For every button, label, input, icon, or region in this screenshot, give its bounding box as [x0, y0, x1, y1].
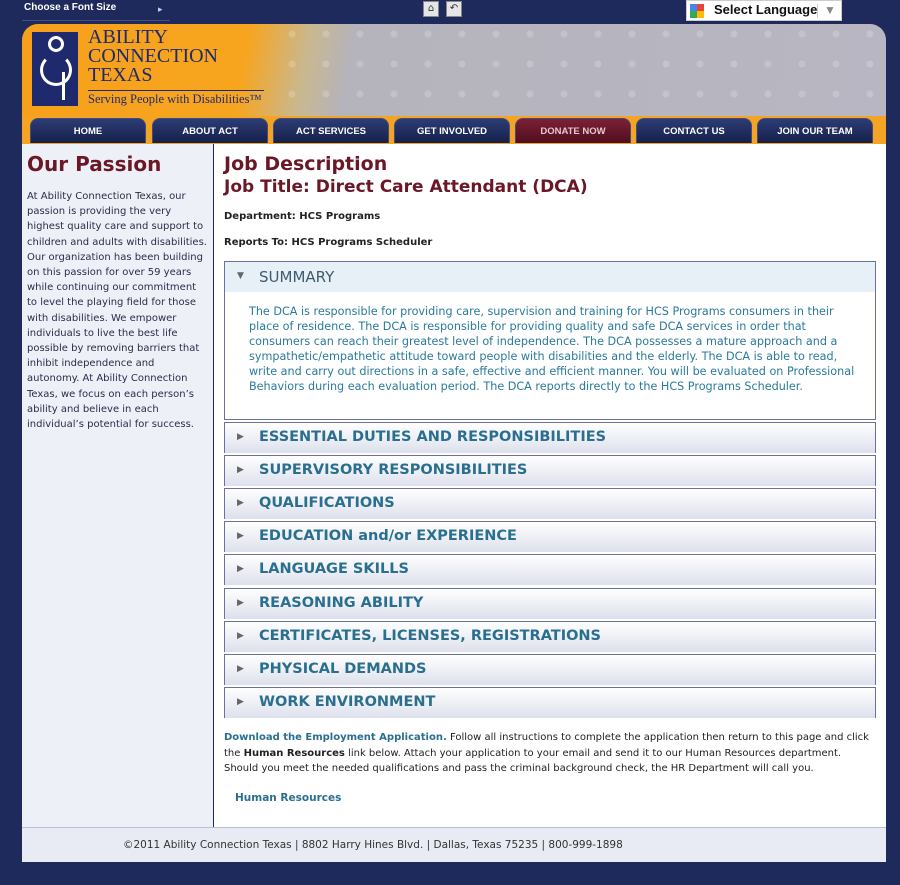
caret-right-icon: ▶ — [237, 564, 244, 574]
nav-about[interactable]: ABOUT ACT — [152, 118, 268, 143]
instruction-text: link below. Attach your application to your email and send it to our Human Resources department. Should you meet the needed qualifications and pass the criminal background check, the HR Department will call you. — [224, 747, 842, 774]
footer-text: ©2011 Ability Connection Texas | 8802 Harry Hines Blvd. | Dallas, Texas 75235 | 800-999-1898 — [123, 839, 623, 851]
accordion-education[interactable] — [224, 521, 876, 552]
caret-down-icon: ▼ — [237, 271, 244, 281]
font-size-selector[interactable]: Choose a Font Size — [24, 2, 117, 13]
divider — [817, 4, 818, 18]
accordion-title: SUMMARY — [259, 268, 335, 286]
wheelchair-pattern — [282, 24, 886, 116]
google-icon — [690, 4, 704, 18]
download-application-link[interactable]: Download the Employment Application. — [224, 732, 447, 743]
main-nav — [22, 116, 886, 144]
main-content — [224, 144, 876, 827]
accordion-reasoning[interactable] — [224, 588, 876, 619]
accordion-body: The DCA is responsible for providing care, supervision and training for HCS Programs consumers in their place of residence. The DCA is responsible for providing quality and safe DCA services in order that consumers can reach their greatest level of independence. The DCA possesses a mature approach and a sympathetic/empathetic attitude toward people with disabilities and the elderly. The DCA is able to read, write and carry out directions in a safe, effective and efficient manner. You will be evaluated on Professional Behaviors during each evaluation period. The DCA reports directly to the HCS Programs Scheduler. — [249, 305, 855, 393]
accordion-essential-duties[interactable] — [224, 422, 876, 453]
accordion-work-environment[interactable] — [224, 687, 876, 718]
back-icon[interactable]: ↶ — [446, 1, 462, 17]
human-resources-link[interactable]: Human Resources — [235, 792, 342, 804]
accordion-supervisory[interactable] — [224, 455, 876, 486]
caret-right-icon: ▶ — [237, 465, 244, 475]
nav-contact[interactable]: CONTACT US — [636, 118, 752, 143]
utility-bar — [0, 0, 900, 22]
reports-to: Reports To: HCS Programs Scheduler — [224, 237, 433, 248]
accordion-title: QUALIFICATIONS — [259, 495, 395, 511]
instruction-text: Follow all instructions to complete the application then return to this page and click the — [224, 732, 869, 759]
instruction-bold: Human Resources — [243, 747, 345, 759]
nav-donate[interactable]: DONATE NOW — [515, 118, 631, 143]
caret-right-icon: ▶ — [237, 498, 244, 508]
chevron-right-icon[interactable]: ▸ — [158, 5, 163, 15]
accordion-summary — [224, 261, 876, 420]
logo-text[interactable] — [88, 28, 218, 85]
logo-line: CONNECTION — [88, 45, 218, 67]
caret-right-icon: ▶ — [237, 598, 244, 608]
caret-right-icon: ▶ — [237, 664, 244, 674]
chevron-down-icon[interactable]: ▼ — [824, 3, 836, 17]
accordion-title: LANGUAGE SKILLS — [259, 561, 409, 577]
nav-home[interactable]: HOME — [30, 118, 146, 143]
site-footer — [22, 827, 886, 862]
home-icon[interactable]: ⌂ — [423, 1, 439, 17]
accordion-qualifications[interactable] — [224, 488, 876, 519]
accordion-physical[interactable] — [224, 654, 876, 685]
logo-icon[interactable] — [32, 32, 78, 106]
nav-services[interactable]: ACT SERVICES — [273, 118, 389, 143]
accordion-title: SUPERVISORY RESPONSIBILITIES — [259, 462, 528, 478]
department: Department: HCS Programs — [224, 211, 381, 222]
accordion-title: EDUCATION and/or EXPERIENCE — [259, 528, 517, 544]
logo-line: ABILITY — [88, 26, 168, 48]
caret-right-icon: ▶ — [237, 697, 244, 707]
sidebar-title: Our Passion — [27, 152, 162, 176]
accordion-title: CERTIFICATES, LICENSES, REGISTRATIONS — [259, 628, 601, 644]
content-area — [22, 144, 886, 827]
caret-right-icon: ▶ — [237, 432, 244, 442]
sidebar — [22, 144, 214, 827]
caret-right-icon: ▶ — [237, 531, 244, 541]
site-header — [22, 24, 886, 116]
language-select-label: Select Language — [714, 2, 818, 17]
caret-right-icon: ▶ — [237, 631, 244, 641]
accordion-title: REASONING ABILITY — [259, 595, 424, 611]
divider — [22, 20, 170, 21]
divider — [88, 90, 264, 91]
tagline: Serving People with Disabilities™ — [88, 92, 262, 106]
accordion-language[interactable] — [224, 554, 876, 585]
application-instructions — [224, 730, 876, 777]
accordion-certificates[interactable] — [224, 621, 876, 652]
nav-join-team[interactable]: JOIN OUR TEAM — [757, 118, 873, 143]
language-select[interactable] — [686, 0, 842, 21]
accordion-title: PHYSICAL DEMANDS — [259, 661, 427, 677]
nav-get-involved[interactable]: GET INVOLVED — [394, 118, 510, 143]
accordion-title: WORK ENVIRONMENT — [259, 694, 436, 710]
sidebar-text: At Ability Connection Texas, our passion is providing the very highest quality care and support to children and adults with disabilities. Our organization has been building on this passion for over 59 years while continuing our commitment to level the playing field for those with disabilities. We empower individuals to live the best life possible by removing barriers that inhibit independence and autonomy. At Ability Connection Texas, we focus on each person’s ability and believe in each individual’s potential for success. — [27, 191, 207, 431]
job-title: Job Title: Direct Care Attendant (DCA) — [224, 177, 588, 197]
page-title: Job Description — [224, 153, 388, 175]
logo-line: TEXAS — [88, 64, 153, 86]
accordion-header[interactable] — [225, 262, 875, 292]
accordion-title: ESSENTIAL DUTIES AND RESPONSIBILITIES — [259, 429, 607, 445]
